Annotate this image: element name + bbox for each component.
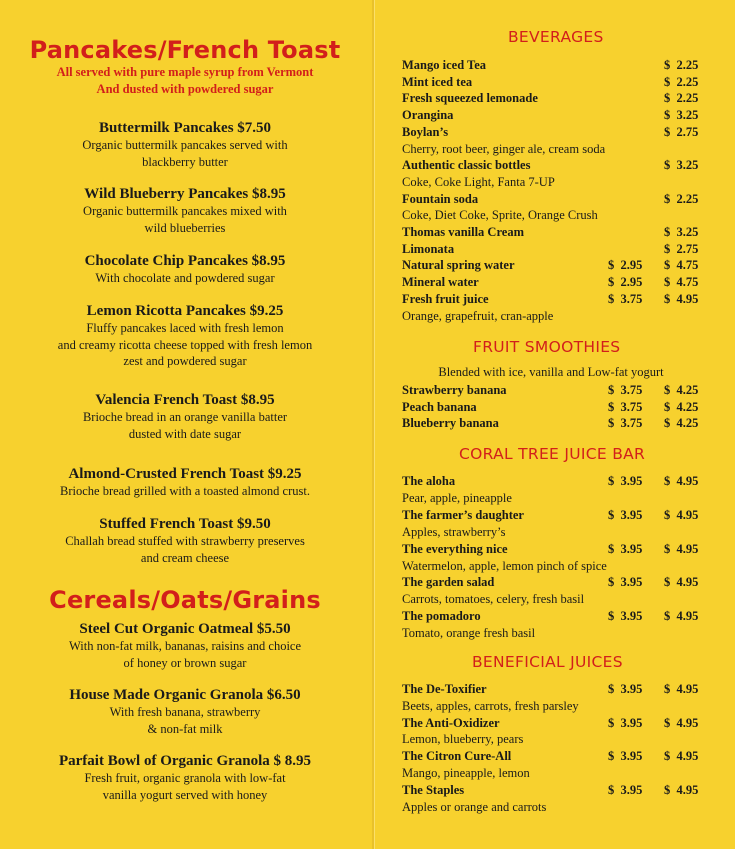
item-name: Chocolate Chip Pancakes $8.95	[84, 253, 286, 269]
menu-row	[402, 715, 722, 732]
item-desc: Beets, apples, carrots, fresh parsley	[402, 698, 579, 713]
price-small: $ 3.95	[608, 782, 643, 797]
item-name: Mineral water	[402, 275, 479, 290]
price-small: $ 3.75	[608, 383, 643, 397]
item-desc-line: With non-fat milk, bananas, raisins and choice	[68, 639, 302, 653]
menu-item	[0, 185, 370, 236]
item-name: Boylan’s	[402, 124, 449, 139]
price-large: $ 4.25	[664, 399, 699, 414]
item-name: The pomadoro	[402, 609, 481, 624]
price-small: $ 2.95	[608, 258, 643, 273]
price-large: $ 4.95	[664, 682, 699, 696]
menu-row	[402, 74, 722, 91]
menu-row	[402, 415, 722, 432]
item-name: Thomas vanilla Cream	[402, 225, 524, 239]
item-name: Fountain soda	[402, 191, 479, 206]
item-desc: Coke, Coke Light, Fanta 7-UP	[402, 174, 555, 189]
item-name: The Anti-Oxidizer	[402, 715, 500, 730]
menu-item	[0, 119, 370, 170]
item-name: Authentic classic bottles	[402, 158, 531, 173]
menu-row	[402, 107, 722, 124]
item-name: Parfait Bowl of Organic Granola $ 8.95	[58, 753, 312, 769]
item-name: Wild Blueberry Pancakes $8.95	[84, 186, 286, 202]
price-large: $ 4.75	[664, 258, 699, 273]
pancakes-title: Pancakes/French Toast	[29, 36, 341, 64]
item-desc: Pear, apple, pineapple	[402, 490, 512, 505]
price-large: $ 2.25	[664, 58, 699, 72]
price-large: $ 4.95	[664, 782, 699, 797]
price-small: $ 3.75	[608, 416, 643, 430]
price-small: $ 3.95	[608, 715, 643, 730]
item-desc-line: Brioche bread grilled with a toasted almond crust.	[60, 484, 310, 498]
menu-row	[402, 608, 722, 625]
item-name: The garden salad	[402, 575, 495, 590]
item-desc-line: of honey or brown sugar	[123, 655, 247, 670]
cereals-title: Cereals/Oats/Grains	[49, 586, 321, 614]
price-large: $ 4.75	[664, 275, 699, 290]
price-large: $ 3.25	[664, 225, 699, 239]
menu-row	[402, 541, 722, 558]
item-desc-line: Organic buttermilk pancakes served with	[82, 138, 288, 152]
price-small: $ 3.95	[608, 541, 643, 556]
menu-item	[0, 391, 370, 442]
menu-row	[402, 241, 722, 258]
item-desc-line: & non-fat milk	[147, 721, 223, 736]
item-desc: Lemon, blueberry, pears	[402, 732, 524, 747]
item-name: Strawberry banana	[402, 383, 507, 397]
item-name: The De-Toxifier	[402, 682, 487, 696]
menu-row	[402, 57, 722, 74]
price-large: $ 2.25	[664, 74, 699, 89]
item-desc: Apples or orange and carrots	[402, 799, 547, 814]
price-large: $ 4.95	[664, 749, 699, 764]
item-name: House Made Organic Granola $6.50	[69, 687, 301, 703]
item-name: Fresh squeezed lemonade	[402, 91, 538, 106]
item-name: Valencia French Toast $8.95	[95, 392, 275, 408]
item-desc-line: wild blueberries	[144, 220, 226, 235]
price-small: $ 3.95	[608, 474, 643, 488]
item-desc-line: Brioche bread in an orange vanilla batter	[82, 410, 288, 424]
menu-item	[0, 515, 370, 566]
price-large: $ 3.25	[664, 158, 699, 173]
item-name: Stuffed French Toast $9.50	[99, 516, 271, 532]
item-name: Natural spring water	[402, 258, 515, 273]
price-large: $ 4.95	[664, 507, 699, 522]
price-large: $ 3.25	[664, 108, 699, 123]
menu-item	[0, 686, 370, 737]
price-large: $ 4.25	[664, 416, 699, 430]
menu-item	[0, 465, 370, 500]
item-name: Limonata	[402, 241, 455, 256]
price-large: $ 4.95	[664, 474, 699, 488]
item-desc: Orange, grapefruit, cran-apple	[402, 308, 554, 323]
item-desc: Mango, pineapple, lemon	[402, 766, 530, 780]
item-desc: Cherry, root beer, ginger ale, cream soda	[402, 141, 606, 156]
menu-row	[402, 382, 722, 399]
item-name: Peach banana	[402, 399, 477, 414]
price-large: $ 2.25	[664, 191, 699, 206]
item-desc-line: blackberry butter	[142, 154, 228, 169]
item-desc-line: vanilla yogurt served with honey	[102, 787, 268, 802]
item-name: Steel Cut Organic Oatmeal $5.50	[79, 621, 291, 637]
price-small: $ 2.95	[608, 275, 643, 290]
item-desc-line: and cream cheese	[140, 550, 230, 565]
item-name: Blueberry banana	[402, 416, 499, 430]
menu-row	[402, 399, 722, 416]
page-fold-highlight	[374, 0, 375, 849]
menu-item	[0, 252, 370, 287]
item-desc-line: Organic buttermilk pancakes mixed with	[83, 204, 287, 218]
item-name: Orangina	[402, 108, 454, 123]
menu-row	[402, 574, 722, 591]
menu-row	[402, 224, 722, 241]
price-small: $ 3.95	[608, 749, 643, 764]
menu-row	[402, 291, 722, 308]
price-small: $ 3.95	[608, 575, 643, 590]
beverages-title: BEVERAGES	[508, 28, 604, 46]
item-desc-line: Challah bread stuffed with strawberry preserves	[65, 534, 305, 548]
item-desc-line: zest and powdered sugar	[123, 354, 247, 368]
menu-row	[402, 473, 722, 490]
pancakes-subtitle-1: All served with pure maple syrup from Vermont	[56, 65, 314, 79]
menu-item	[0, 620, 370, 671]
item-name: The Citron Cure-All	[402, 749, 512, 764]
menu-row	[402, 507, 722, 524]
price-large: $ 4.95	[664, 609, 699, 624]
price-large: $ 2.75	[664, 241, 699, 256]
item-desc-line: dusted with date sugar	[128, 426, 242, 441]
menu-row	[402, 257, 722, 274]
menu-row	[402, 157, 722, 174]
smoothies-title: FRUIT SMOOTHIES	[473, 338, 621, 356]
item-desc-line: Fluffy pancakes laced with fresh lemon	[86, 321, 284, 335]
price-large: $ 4.95	[664, 291, 699, 306]
price-small: $ 3.75	[608, 399, 643, 414]
item-name: The everything nice	[402, 541, 508, 556]
item-name: Almond-Crusted French Toast $9.25	[68, 466, 302, 482]
smoothies-note: Blended with ice, vanilla and Low-fat yogurt	[438, 365, 664, 379]
item-desc-line: Fresh fruit, organic granola with low-fat	[84, 771, 286, 785]
item-desc: Apples, strawberry’s	[402, 524, 506, 539]
menu-row	[402, 124, 722, 141]
item-name: Buttermilk Pancakes $7.50	[98, 120, 272, 136]
item-name: The aloha	[402, 474, 456, 488]
price-small: $ 3.95	[608, 609, 643, 624]
item-desc: Tomato, orange fresh basil	[402, 626, 536, 641]
item-name: Fresh fruit juice	[402, 291, 489, 306]
price-small: $ 3.75	[608, 291, 643, 306]
item-name: Mint iced tea	[402, 74, 473, 89]
menu-row	[402, 274, 722, 291]
menu-row	[402, 191, 722, 208]
price-large: $ 4.95	[664, 715, 699, 730]
menu-row	[402, 748, 722, 765]
item-desc-line: and creamy ricotta cheese topped with fresh lemon	[57, 337, 313, 352]
price-large: $ 4.95	[664, 541, 699, 556]
item-desc-line: With fresh banana, strawberry	[109, 705, 261, 719]
menu-row	[402, 681, 722, 698]
item-name: The farmer’s daughter	[402, 507, 524, 522]
item-name: Lemon Ricotta Pancakes $9.25	[86, 303, 284, 319]
item-desc: Watermelon, apple, lemon pinch of spice	[402, 558, 607, 573]
juicebar-title: CORAL TREE JUICE BAR	[459, 445, 646, 463]
beneficial-title: BENEFICIAL JUICES	[472, 653, 623, 671]
pancakes-subtitle-2: And dusted with powdered sugar	[96, 82, 274, 96]
price-large: $ 2.25	[664, 91, 699, 106]
menu-row	[402, 782, 722, 799]
item-name: The Staples	[402, 782, 465, 797]
item-desc: Carrots, tomatoes, celery, fresh basil	[402, 592, 585, 607]
price-large: $ 4.95	[664, 575, 699, 590]
price-large: $ 2.75	[664, 124, 699, 139]
item-desc: Coke, Diet Coke, Sprite, Orange Crush	[402, 208, 598, 223]
item-name: Mango iced Tea	[402, 58, 487, 72]
menu-item	[0, 302, 370, 370]
menu-item	[0, 752, 370, 803]
price-small: $ 3.95	[608, 682, 643, 696]
price-large: $ 4.25	[664, 383, 699, 397]
menu-row	[402, 90, 722, 107]
price-small: $ 3.95	[608, 507, 643, 522]
item-desc-line: With chocolate and powdered sugar	[95, 271, 275, 285]
